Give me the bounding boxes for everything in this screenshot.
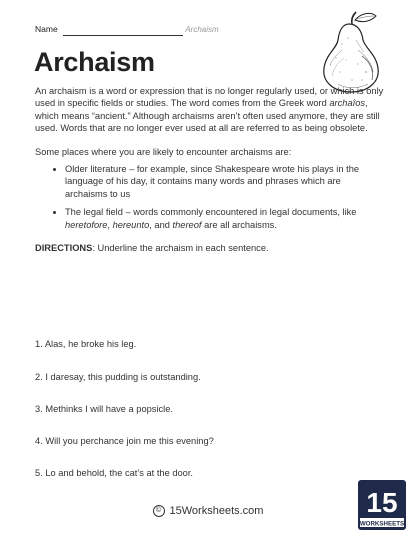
logo-text: WORKSHEETS [359,520,405,528]
worksheets-logo [356,478,408,532]
places-list [35,163,385,231]
sentence-item: 1. Alas, he broke his leg. [35,339,137,349]
footer-site[interactable]: 15Worksheets.com [169,505,264,517]
directions-label: DIRECTIONS [35,243,93,254]
places-intro: Some places where you are likely to encounter archaisms are: [35,146,292,157]
pear-icon [318,10,384,94]
footer [0,503,416,517]
directions [35,242,385,254]
name-label: Name [35,24,58,34]
page-title: Archaism [34,47,155,77]
content [35,85,385,254]
topic-label: Archaism [185,25,219,34]
sentence-item: 3. Methinks I will have a popsicle. [35,404,173,414]
directions-text: : Underline the archaism in each sentence. [92,243,269,254]
logo-number: 15 [366,487,398,518]
intro-paragraph: An archaism is a word or expression that is no longer regularly used, or which is only used in specific fields or studies. The word comes from the Greek word archaîos, which means “ancient.” Although archaisms aren’t often used anymore, they are still used. Words that are no longer ever used at all are referred to as being obsolete. [35,86,384,134]
name-row [35,24,219,36]
list-item: • Older literature – for example, since Shakespeare wrote his plays in the language of his day, it contains many words and phrases which are archaisms to us [65,163,385,200]
sentence-item: 5. Lo and behold, the cat’s at the door. [35,468,193,478]
sentence-item: 4. Will you perchance join me this evening? [35,436,214,446]
copyright-icon: © [153,505,165,517]
name-field-line [63,25,219,36]
list-item: • The legal field – words commonly encountered in legal documents, like heretofore, hereunto, and thereof are all archaisms. [65,206,385,231]
sentence-item: 2. I daresay, this pudding is outstanding. [35,372,201,382]
